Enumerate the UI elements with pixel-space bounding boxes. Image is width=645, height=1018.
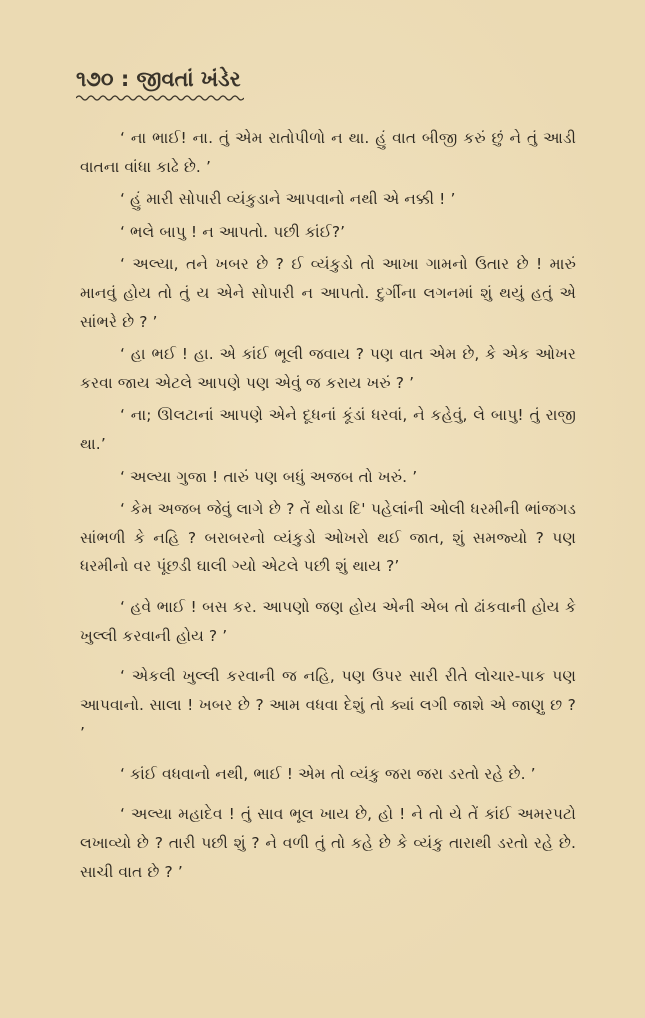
paragraph: ‘ હા ભઈ ! હા. એ કાંઈ ભૂલી જવાય ? પણ વાત એમ છે, કે એક ઓખર કરવા જાય એટલે આપણે પણ એવું જ કરાય ખરું ? ’ [80, 345, 576, 392]
paragraph: ‘ ના; ઊલટાનાં આપણે એને દૂધનાં કૂંડાં ધરવાં, ને કહેવું, લે બાપુ! તું રાજી થા.’ [80, 406, 576, 453]
paragraph: ‘ અલ્યા મહાદેવ ! તું સાવ ભૂલ ખાય છે, હો ! ને તો યે તેં કાંઈ અમરપટો લખાવ્યો છે ? તારી પછી શું ? ને વળી તું તો કહે છે કે વ્યંકુ તારાથી ડરતો રહે છે. સાચી વાત છે ? ’ [80, 805, 576, 881]
running-head: ૧૭૦ : જીવતાં ખંડેર [76, 67, 241, 91]
paragraph: ‘ એકલી ખુલ્લી કરવાની જ નહિ, પણ ઉપર સારી રીતે લોચાર-પાક પણ આપવાનો. સાલા ! ખબર છે ? આમ વધવા દેશું તો ક્યાં લગી જાશે એ જાણુ છ ? ’ [80, 667, 576, 743]
paragraph: ‘ અલ્યા, તને ખબર છે ? ઈ વ્યંકુડો તો આખા ગામનો ઉતાર છે ! મારું માનવું હોય તો તું ય એને સોપારી ન આપતો. દુર્ગીના લગનમાં શું થયું હતું એ સાંભરે છે ? ’ [80, 255, 576, 331]
paragraph: ‘ હું મારી સોપારી વ્યંકુડાને આપવાનો નથી એ નક્કી ! ’ [120, 190, 456, 209]
paragraph: ‘ હવે ભાઈ ! બસ કર. આપણો જણ હોય એની એબ તો ઢાંકવાની હોય કે ખુલ્લી કરવાની હોય ? ’ [80, 597, 576, 645]
page-header [76, 66, 376, 102]
paragraph: ‘ કાંઈ વધવાનો નથી, ભાઈ ! એમ તો વ્યંકુ જરા જરા ડરતો રહે છે. ’ [120, 764, 536, 783]
body-text [80, 124, 576, 890]
paragraph: ‘ ના ભાઈ! ના. તું એમ રાતોપીળો ન થા. હું વાત બીજી કરું છું ને તું આડી વાતના વાંધા કાઢે છે. ’ [80, 129, 576, 176]
wavy-underline-ornament [76, 94, 244, 102]
paragraph: ‘ કેમ અજબ જેવું લાગે છે ? તેં થોડા દિ' પહેલાંની ઓલી ધરમીની ભાંજગડ સાંભળી કે નહિ ? બરાબરનો વ્યંકુડો ઓખરો થઈ જાત, શું સમજ્યો ? પણ ધરમીનો વર પૂંછડી ઘાલી ગ્યો એટલે પછી શું થાય ?’ [80, 500, 576, 576]
paragraph: ‘ અલ્યા ગુજા ! તારું પણ બધું અજબ તો ખરું. ’ [120, 467, 418, 486]
paragraph: ‘ ભલે બાપુ ! ન આપતો. પછી કાંઈ?’ [120, 222, 346, 241]
